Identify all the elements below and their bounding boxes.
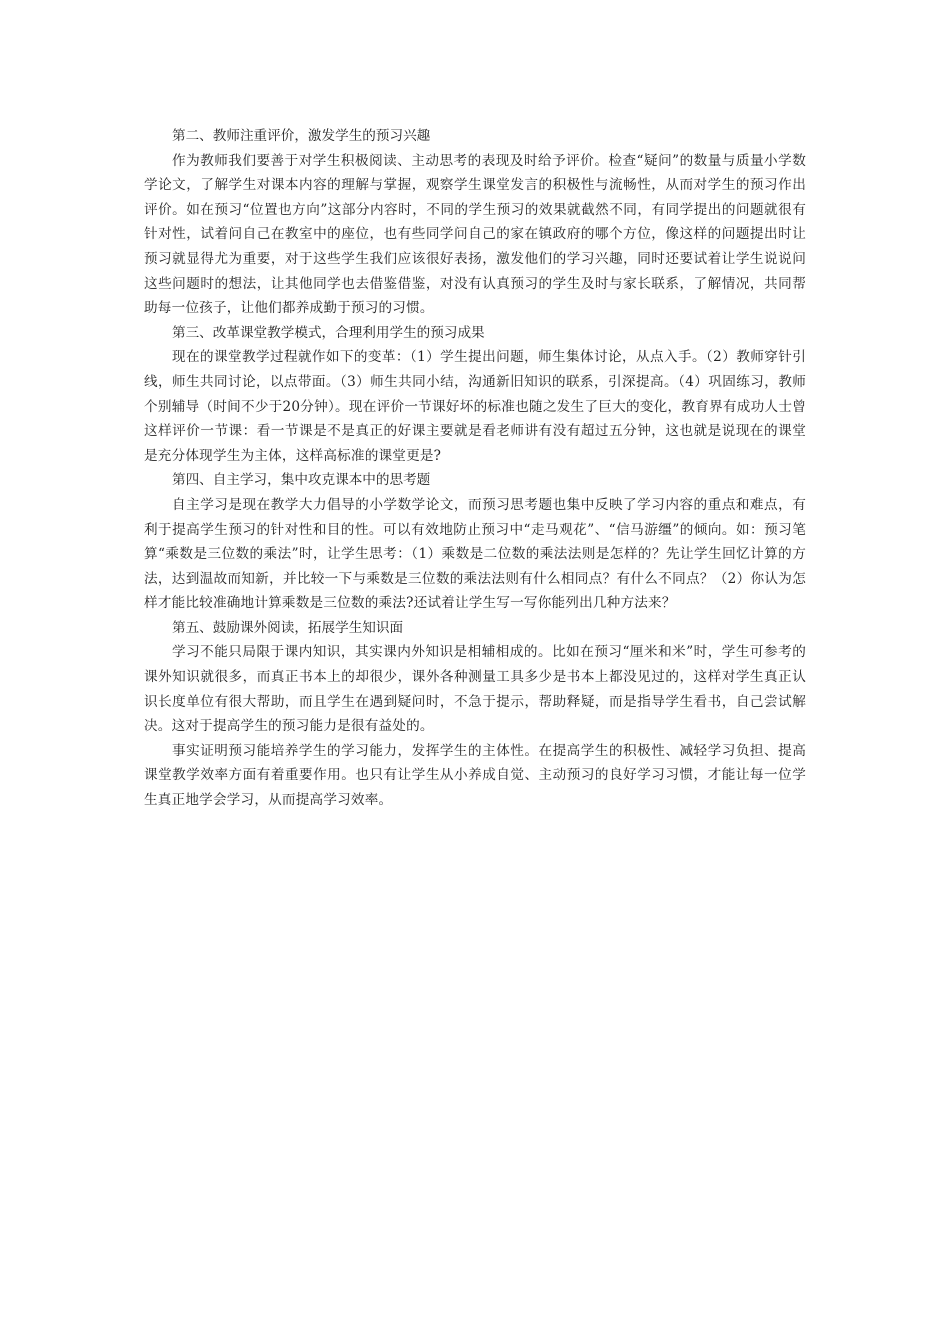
section-evaluation: [144, 124, 806, 321]
body-paragraph: 学习不能只局限于课内知识，其实课内外知识是相辅相成的。比如在预习“厘米和米”时，学生可参考的课外知识就很多，而真正书本上的却很少，课外各种测量工具多少是书本上都没见过的，这样对学生真正认识长度单位有很大帮助，而且学生在遇到疑问时，不急于提示，帮助释疑，而是指导学生看书，自己尝试解决。这对于提高学生的预习能力是很有益处的。: [144, 644, 806, 735]
body-paragraph: 作为教师我们要善于对学生积极阅读、主动思考的表现及时给予评价。检查“疑问”的数量与质量小学数学论文，了解学生对课本内容的理解与掌握，观察学生课堂发言的积极性与流畅性，从而对学生的预习作出评价。如在预习“位置也方向”这部分内容时，不同的学生预习的效果就截然不同，有同学提出的问题就很有针对性，试着问自己在教室中的座位，也有些同学问自己的家在镇政府的哪个方位，像这样的问题提出时让预习就显得尤为重要，对于这些学生我们应该很好表扬，激发他们的学习兴趣，同时还要试着让学生说说问这些问题时的想法，让其他同学也去借鉴借鉴，对没有认真预习的学生及时与家长联系，了解情况，共同帮助每一位孩子，让他们都养成勤于预习的习惯。: [144, 152, 806, 317]
section-self-study: [144, 468, 806, 616]
document-page: [144, 124, 806, 813]
section-classroom-reform: [144, 321, 806, 469]
body-paragraph: 现在的课堂教学过程就作如下的变革：（1）学生提出问题，师生集体讨论，从点入手。（2）教师穿针引线，师生共同讨论，以点带面。（3）师生共同小结，沟通新旧知识的联系，引深提高。（4）巩固练习，教师个别辅导（时间不少于20分钟）。现在评价一节课好坏的标准也随之发生了巨大的变化，教育界有成功人士曾这样评价一节课：看一节课是不是真正的好课主要就是看老师讲有没有超过五分钟，这也就是说现在的课堂是充分体现学生为主体，这样高标准的课堂更是?: [144, 349, 806, 464]
section-heading: 第二、教师注重评价，激发学生的预习兴趣: [172, 128, 431, 144]
body-paragraph: 自主学习是现在教学大力倡导的小学数学论文，而预习思考题也集中反映了学习内容的重点和难点，有利于提高学生预习的针对性和目的性。可以有效地防止预习中“走马观花”、“信马游缰”的倾向。如：预习笔算“乘数是三位数的乘法”时，让学生思考：（1）乘数是二位数的乘法法则是怎样的？先让学生回忆计算的方法，达到温故而知新，并比较一下与乘数是三位数的乘法法则有什么相同点？有什么不同点？（2）你认为怎样才能比较准确地计算乘数是三位数的乘法?还试着让学生写一写你能列出几种方法来？: [144, 496, 806, 612]
section-heading: 第五、鼓励课外阅读，拓展学生知识面: [172, 619, 404, 636]
conclusion-paragraph: 事实证明预习能培养学生的学习能力，发挥学生的主体性。在提高学生的积极性、减轻学习负担、提高课堂教学效率方面有着重要作用。也只有让学生从小养成自觉、主动预习的良好学习习惯，才能让每一位学生真正地学会学习，从而提高学习效率。: [144, 742, 806, 809]
section-heading: 第四、自主学习，集中攻克课本中的思考题: [172, 472, 431, 489]
section-heading: 第三、改革课堂教学模式，合理利用学生的预习成果: [172, 324, 485, 341]
section-extracurricular-reading: [144, 616, 806, 813]
